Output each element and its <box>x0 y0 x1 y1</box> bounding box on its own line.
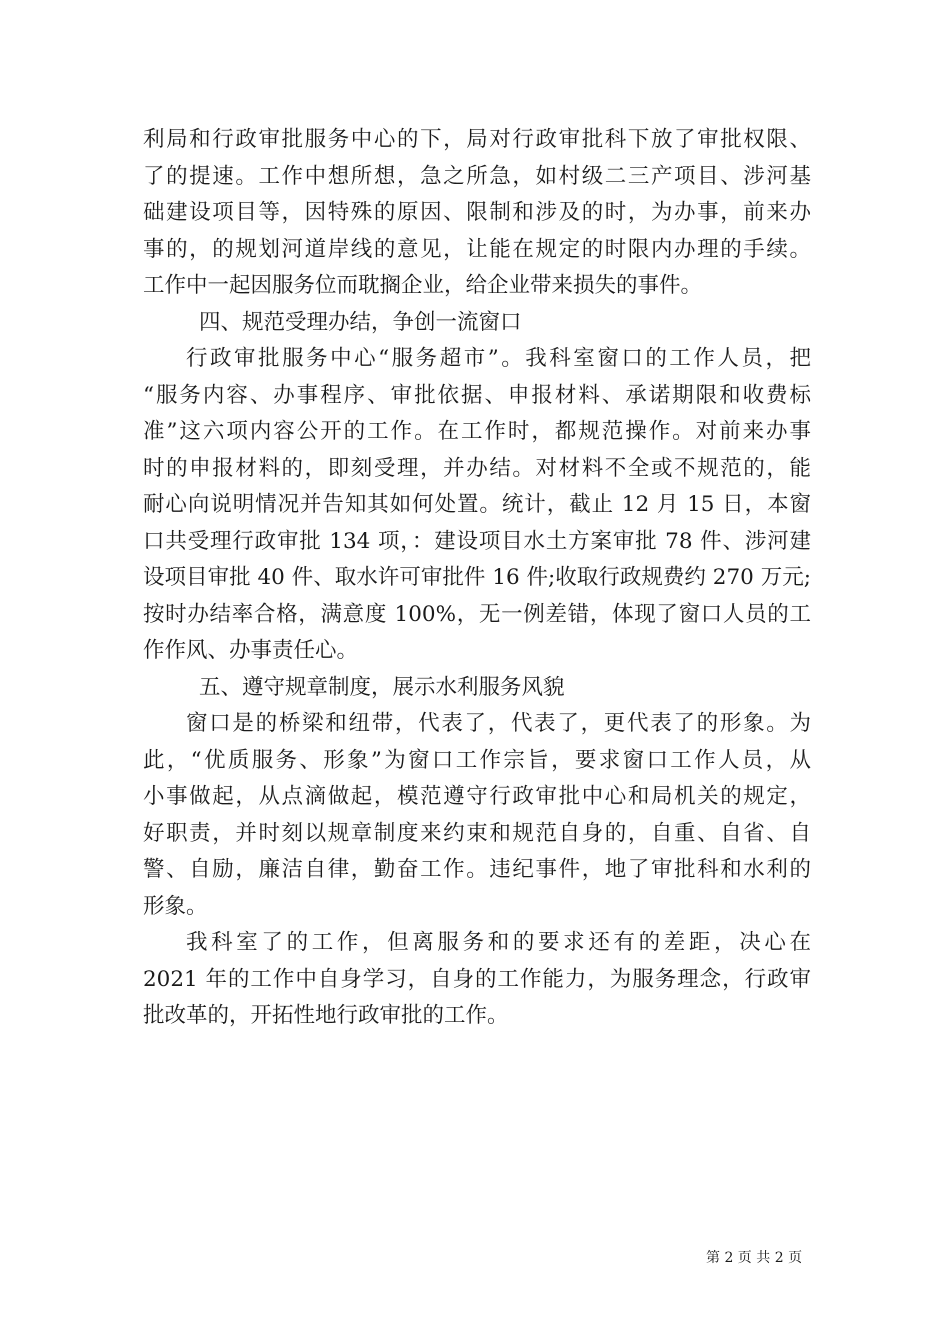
section-heading: 五、遵守规章制度，展示水利服务风貌 <box>199 674 565 700</box>
text-line: 窗口是的桥梁和纽带，代表了，代表了，更代表了的形象。为 <box>186 711 811 736</box>
text-line: 础建设项目等，因特殊的原因、限制和涉及的时，为办事，前来办 <box>143 200 811 225</box>
text-line: 利局和行政审批服务中心的下，局对行政审批科下放了审批权限、 <box>143 127 811 152</box>
text-line: 设项目审批 40 件、取水许可审批件 16 件;收取行政规费约 270 万元; <box>143 565 811 590</box>
section-heading: 四、规范受理办结，争创一流窗口 <box>199 309 522 335</box>
text-line: 批改革的，开拓性地行政审批的工作。 <box>143 1003 509 1028</box>
text-line: 工作中一起因服务位而耽搁企业，给企业带来损失的事件。 <box>143 273 703 298</box>
text-line: 行政审批服务中心“服务超市”。我科室窗口的工作人员，把 <box>186 346 811 371</box>
document-body <box>143 122 811 1035</box>
text-line: 了的提速。工作中想所想，急之所急，如村级二三产项目、涉河基 <box>143 163 811 189</box>
text-line: 按时办结率合格，满意度 100%，无一例差错，体现了窗口人员的工 <box>143 601 811 627</box>
text-line: “服务内容、办事程序、审批依据、申报材料、承诺期限和收费标 <box>143 382 811 408</box>
text-line: 准”这六项内容公开的工作。在工作时，都规范操作。对前来办事 <box>143 419 811 444</box>
text-line: 形象。 <box>143 893 208 919</box>
text-line: 作作风、办事责任心。 <box>143 638 359 663</box>
text-line: 警、自励，廉洁自律，勤奋工作。违纪事件，地了审批科和水利的 <box>143 857 811 882</box>
text-line: 小事做起，从点滴做起，模范遵守行政审批中心和局机关的规定， <box>143 784 811 809</box>
text-line: 口共受理行政审批 134 项，：建设项目水土方案审批 78 件、涉河建 <box>143 528 811 554</box>
text-line: 好职责，并时刻以规章制度来约束和规范自身的，自重、自省、自 <box>143 820 811 846</box>
text-line: 我科室了的工作，但离服务和的要求还有的差距，决心在 <box>186 930 811 955</box>
text-line: 时的申报材料的，即刻受理，并办结。对材料不全或不规范的，能 <box>143 455 811 481</box>
text-line: 事的，的规划河道岸线的意见，让能在规定的时限内办理的手续。 <box>143 236 811 262</box>
text-line: 此，“优质服务、形象”为窗口工作宗旨，要求窗口工作人员，从 <box>143 747 811 773</box>
page-number: 第 2 页 共 2 页 <box>706 1250 803 1266</box>
text-line: 耐心向说明情况并告知其如何处置。统计，截止 12 月 15 日，本窗 <box>143 492 811 517</box>
text-line: 2021 年的工作中自身学习，自身的工作能力，为服务理念，行政审 <box>143 966 811 992</box>
